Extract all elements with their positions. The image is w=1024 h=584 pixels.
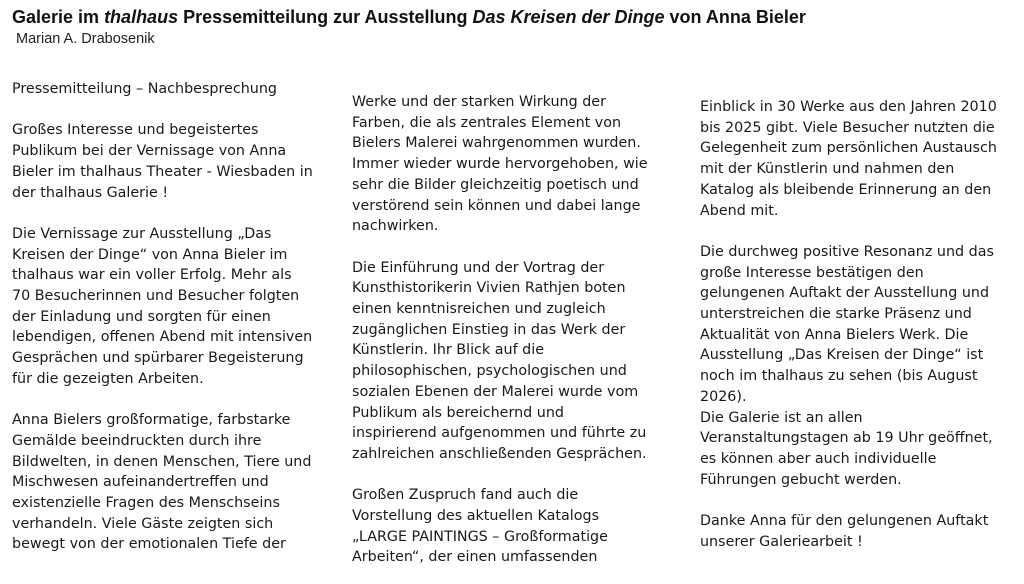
paragraph-gap [12,203,337,224]
paragraph [700,97,1018,221]
text-column-3 [700,97,1018,552]
paragraph [352,258,682,465]
text-line: Kunsthistorikerin Vivien Rathjen boten [352,280,626,297]
text-line: Publikum bei der Vernissage von Anna [12,143,287,160]
text-line: zugänglichen Einstieg in das Werk der [352,321,626,338]
text-line: es können aber auch individuelle [700,450,937,467]
paragraph-gap [12,390,337,411]
paragraph [352,92,682,237]
text-line: Publikum als bereichernd und [352,404,564,421]
text-line: Danke Anna für den gelungenen Auftakt [700,513,989,530]
text-column-2 [352,92,682,568]
text-line: Immer wieder wurde hervorgehoben, wie [352,156,648,173]
text-line: unterstreichen die starke Präsenz und [700,306,972,323]
author-name: Marian A. Drabosenik [16,31,155,47]
paragraph-gap [352,465,682,486]
text-line: Vorstellung des aktuellen Katalogs [352,508,600,525]
paragraph [12,120,337,203]
text-line: Die Galerie ist an allen [700,409,863,426]
paragraph-gap [700,490,1018,511]
text-line: Aktualität von Anna Bielers Werk. Die [700,326,969,343]
text-line: zahlreichen anschließenden Gesprächen. [352,445,647,462]
paragraph [12,79,337,100]
paragraph [700,511,1018,552]
text-line: Bielers Malerei wahrgenommen wurden. [352,135,641,152]
text-line: „LARGE PAINTINGS – Großformatige [352,528,608,545]
text-line: für die gezeigten Arbeiten. [12,370,204,387]
text-line: Ausstellung „Das Kreisen der Dinge“ ist [700,347,984,364]
text-line: nachwirken. [352,218,439,235]
text-column-1 [12,79,337,555]
paragraph [12,224,337,390]
text-line: lebendigen, offenen Abend mit intensiven [12,329,313,346]
text-line: unserer Galeriearbeit ! [700,533,863,550]
document-header [12,4,806,48]
text-line: Werke und der starken Wirkung der [352,94,606,110]
text-line: existenzielle Fragen des Menschseins [12,495,280,512]
text-line: Veranstaltungstagen ab 19 Uhr geöffnet, [700,430,993,447]
text-line: der thalhaus Galerie ! [12,184,169,201]
text-line: einen kenntnisreichen und zugleich [352,301,606,318]
text-line: gelungenen Auftakt der Ausstellung und [700,285,990,302]
text-line: der Einladung und sorgten für einen [12,308,271,325]
text-line: noch im thalhaus zu sehen (bis August [700,368,978,385]
text-line: Einblick in 30 Werke aus den Jahren 2010 [700,99,997,115]
text-line: 70 Besucherinnen und Besucher folgten [12,288,300,304]
text-line: Künstlerin. Ihr Blick auf die [352,342,544,359]
text-line: Gelegenheit zum persönlichen Austausch [700,140,997,157]
text-line: bewegt von der emotionalen Tiefe der [12,536,286,553]
paragraph-gap [352,237,682,258]
text-line: Farben, die als zentrales Element von [352,114,622,131]
text-line: sehr die Bilder gleichzeitig poetisch und [352,176,639,193]
text-line: Mischwesen aufeinandertreffen und [12,474,269,491]
text-line: Kreisen der Dinge“ von Anna Bieler im [12,246,288,263]
document-title: Galerie im thalhaus Pressemitteilung zur Ausstellung Das Kreisen der Dinge von Anna Bieler [12,7,806,27]
text-line: Bieler im thalhaus Theater - Wiesbaden in [12,163,313,180]
paragraph-gap [12,100,337,121]
paragraph [700,242,1018,490]
text-line: Die Vernissage zur Ausstellung „Das [12,225,272,242]
text-line: Bildwelten, in denen Menschen, Tiere und [12,453,312,470]
paragraph-gap [700,221,1018,242]
text-line: verhandeln. Viele Gäste zeigten sich [12,515,274,532]
text-line: mit der Künstlerin und nahmen den [700,161,955,178]
text-line: Anna Bielers großformatige, farbstarke [12,412,291,429]
text-line: Führungen gebucht werden. [700,471,902,488]
text-line: Arbeiten“, der einen umfassenden [352,549,598,566]
text-line: 2026). [700,388,747,405]
text-line: thalhaus war ein voller Erfolg. Mehr als [12,267,292,284]
text-line: Abend mit. [700,202,779,219]
text-line: Großes Interesse und begeistertes [12,122,259,139]
text-line: Katalog als bleibende Erinnerung an den [700,181,992,198]
text-line: Großen Zuspruch fand auch die [352,487,579,504]
paragraph [12,410,337,555]
text-line: inspirierend aufgenommen und führte zu [352,425,647,442]
text-line: Die durchweg positive Resonanz und das [700,243,994,260]
text-line: Pressemitteilung – Nachbesprechung [12,81,277,97]
text-line: sozialen Ebenen der Malerei wurde vom [352,383,639,400]
text-line: große Interesse bestätigen den [700,264,924,281]
text-line: Gesprächen und spürbarer Begeisterung [12,350,304,367]
text-line: verstörend sein können und dabei lange [352,197,641,214]
paragraph [352,485,682,568]
text-line: Die Einführung und der Vortrag der [352,259,605,276]
text-line: philosophischen, psychologischen und [352,363,627,380]
text-line: bis 2025 gibt. Viele Besucher nutzten die [700,119,995,136]
text-line: Gemälde beeindruckten durch ihre [12,432,262,449]
